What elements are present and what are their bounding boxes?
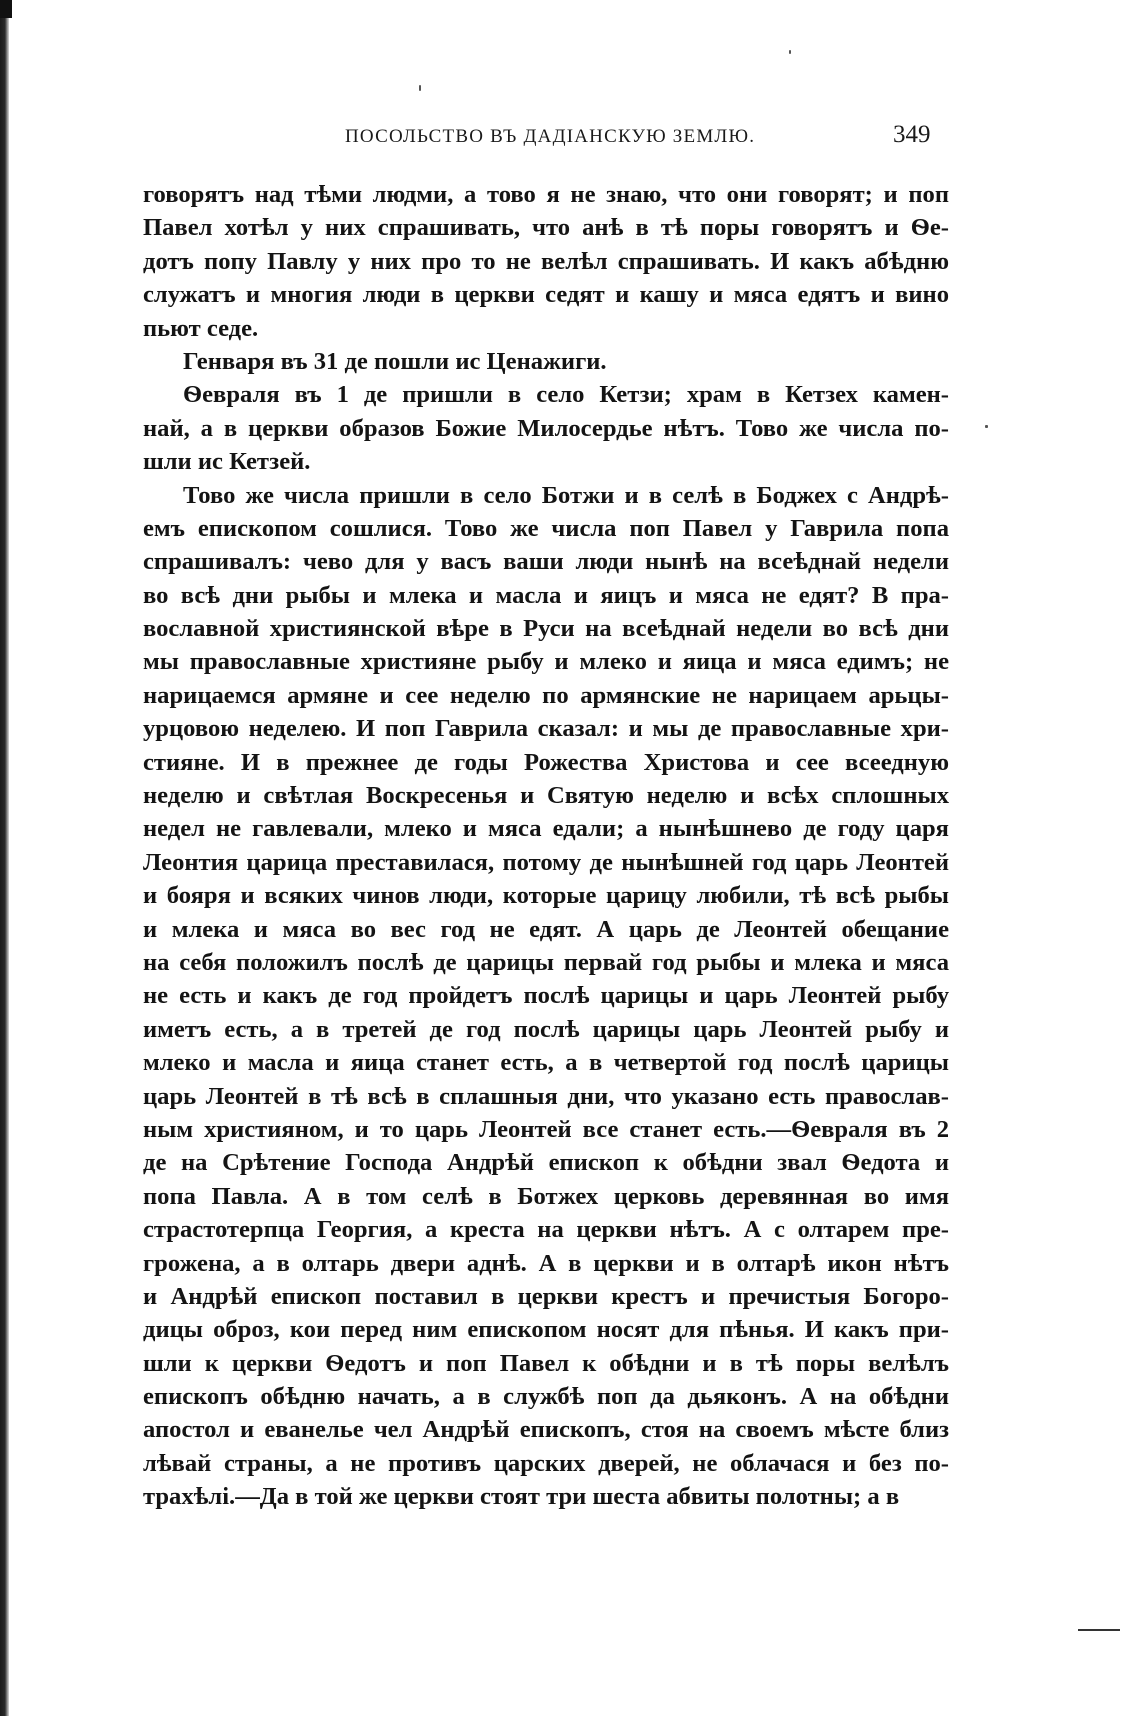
text-line: Ѳевраля въ 1 де пришли в село Кетзи; храм в Кетзех камен- <box>183 381 949 409</box>
text-line: лѣвай страны, а не противъ царских дверей, не облачася и без по- <box>143 1449 949 1477</box>
page-number: 349 <box>893 121 931 148</box>
text-line: и Андрѣй епископ поставил в церкви крестъ и пречистыя Богоро- <box>143 1282 949 1310</box>
text-line: нарицаемся армяне и сее неделю по армянские не нарицаем арьцы- <box>143 681 949 709</box>
footer-rule <box>1078 1629 1120 1631</box>
text-line: урцовою неделею. И поп Гаврила сказал: и мы де православные хри- <box>143 715 949 743</box>
text-line: емъ епископом сошлися. Тово же числа поп Павел у Гаврила попа <box>143 514 949 542</box>
text-line: ным християном, и то царь Леонтей все станет есть.—Ѳевраля въ 2 <box>143 1115 949 1143</box>
text-line: служатъ и многия люди в церкви седят и кашу и мяса едятъ и вино <box>143 281 949 309</box>
binding-notch <box>0 0 12 18</box>
text-line: не есть и какъ де год пройдетъ послѣ царицы и царь Леонтей рыбу <box>143 982 949 1010</box>
text-line: на себя положилъ послѣ де царицы первай год рыбы и млека и мяса <box>143 948 949 976</box>
paragraph <box>143 345 949 378</box>
text-line: епископъ обѣдню начать, а в службѣ поп да дьяконъ. А на обѣдни <box>143 1383 949 1411</box>
text-line: млеко и масла и яица станет есть, а в четвертой год послѣ царицы <box>143 1049 949 1077</box>
text-line: де на Срѣтение Господа Андрѣй епископ к обѣдни звал Ѳедота и <box>143 1149 949 1177</box>
text-line: дицы оброз, кои перед ним епископом носят для пѣнья. И какъ при- <box>143 1316 949 1344</box>
text-line: царь Леонтей в тѣ всѣ в сплашныя дни, что указано есть православ- <box>143 1082 949 1110</box>
text-line: и бояря и всяких чинов люди, которые царицу любили, тѣ всѣ рыбы <box>143 882 949 910</box>
text-line: Леонтия царица преставилася, потому де нынѣшней год царь Леонтей <box>143 848 949 876</box>
text-line: спрашивалъ: чево для у васъ ваши люди нынѣ на всеѣднай недели <box>143 548 949 576</box>
text-line: трахѣлі.—Да в той же церкви стоят три шеста абвиты полотны; а в <box>143 1483 900 1511</box>
text-line: неделю и свѣтлая Воскресенья и Святую неделю и всѣх сплошных <box>143 782 949 810</box>
text-line: страстотерпца Георгия, а креста на церкви нѣтъ. А с олтарем пре- <box>143 1216 949 1244</box>
text-line: недел не гавлевали, млеко и мяса едали; а нынѣшнево де году царя <box>143 815 949 843</box>
running-head: ПОСОЛЬСТВО ВЪ ДАДІАНСКУЮ ЗЕМЛЮ. <box>345 126 756 147</box>
text-line: пьют седе. <box>143 314 259 342</box>
text-line: грожена, а в олтарь двери аднѣ. А в церкви и в олтарѣ икон нѣтъ <box>143 1249 949 1277</box>
text-line: най, а в церкви образов Божие Милосердье нѣтъ. Тово же числа по- <box>143 414 949 442</box>
scan-speck <box>985 425 988 428</box>
text-line: дотъ попу Павлу у них про то не велѣл спрашивать. И какъ абѣдню <box>143 247 949 275</box>
body-text <box>143 178 949 1514</box>
text-line: шли к церкви Ѳедотъ и поп Павел к обѣдни и в тѣ поры велѣлъ <box>143 1349 949 1377</box>
paragraph <box>143 378 949 478</box>
text-line: и млека и мяса во вес год не едят. А царь де Леонтей обещание <box>143 915 949 943</box>
binding-edge <box>0 0 9 1716</box>
text-line: Павел хотѣл у них спрашивать, что анѣ в тѣ поры говорятъ и Ѳе- <box>143 214 949 242</box>
text-line: апостол и еванелье чел Андрѣй епископъ, стоя на своемъ мѣсте близ <box>143 1416 949 1444</box>
text-line: вославной християнской вѣре в Руси на всеѣднай недели во всѣ дни <box>143 615 949 643</box>
scan-speck <box>789 50 791 54</box>
paragraph <box>143 178 949 345</box>
text-line: иметъ есть, а в третей де год послѣ царицы царь Леонтей рыбу и <box>143 1015 949 1043</box>
paragraph <box>143 479 949 1514</box>
text-line: во всѣ дни рыбы и млека и масла и яицъ и мяса не едят? В пра- <box>143 581 949 609</box>
text-line: мы православные християне рыбу и млеко и яица и мяса едимъ; не <box>143 648 949 676</box>
text-line: шли ис Кетзей. <box>143 448 311 476</box>
text-line: стияне. И в прежнее де годы Рожества Христова и сее всеедную <box>143 748 949 776</box>
text-line: попа Павла. А в том селѣ в Ботжех церковь деревянная во имя <box>143 1182 949 1210</box>
text-line: Тово же числа пришли в село Ботжи и в селѣ в Боджех с Андрѣ- <box>183 481 949 509</box>
scan-speck <box>419 85 421 91</box>
text-line: Генваря въ 31 де пошли ис Ценажиги. <box>183 347 607 375</box>
text-line: говорятъ над тѣми людми, а тово я не знаю, что они говорят; и поп <box>143 181 949 208</box>
